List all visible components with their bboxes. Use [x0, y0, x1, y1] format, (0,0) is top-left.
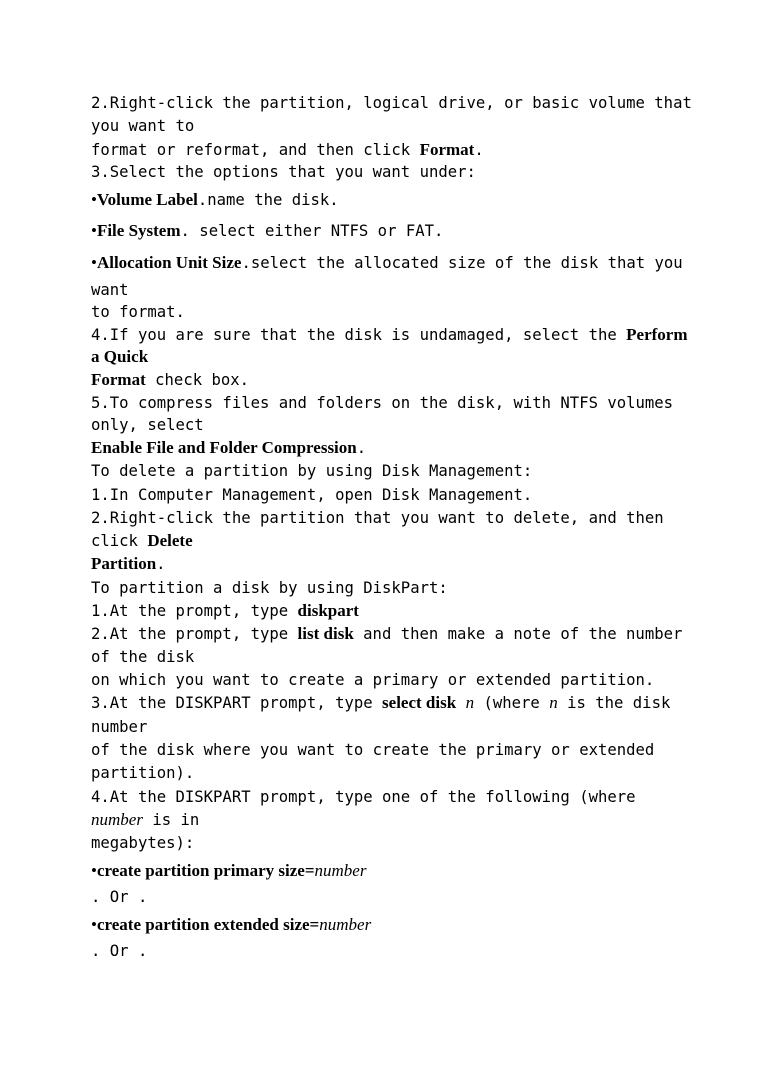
- text-run: 4.If you are sure that the disk is undamaged, select the: [91, 326, 627, 344]
- text-line: [91, 763, 194, 783]
- text-line: [91, 810, 199, 830]
- text-run: number: [319, 915, 372, 934]
- text-line: [91, 116, 194, 136]
- text-run: create partition extended size=: [96, 915, 320, 934]
- text-run: and then make a note of the number: [353, 625, 683, 643]
- text-line: [91, 140, 484, 160]
- text-run: 4.At the DISKPART prompt, type one of the following (where: [91, 788, 636, 806]
- text-run: .: [156, 555, 166, 573]
- text-run: 1.In Computer Management, open Disk Management.: [91, 486, 533, 504]
- text-line: [91, 302, 185, 322]
- text-line: [91, 370, 249, 390]
- text-run: create partition primary size=: [96, 861, 315, 880]
- text-run: format or reformat, and then click: [91, 141, 420, 159]
- text-run: 2.Right-click the partition that you want to delete, and then: [91, 509, 664, 527]
- bullet-glyph: •: [91, 221, 97, 240]
- text-run: is in: [142, 811, 200, 829]
- text-run: Format: [419, 140, 475, 159]
- text-run: 5.To compress files and folders on the disk, with NTFS volumes: [91, 394, 674, 412]
- text-run: diskpart: [297, 601, 359, 620]
- text-run: . select either NTFS or FAT.: [180, 222, 444, 240]
- text-run: select disk: [382, 693, 457, 712]
- text-line: [91, 325, 687, 345]
- text-run: 3.At the DISKPART prompt, type: [91, 694, 383, 712]
- text-run: (where: [474, 694, 550, 712]
- text-run: number: [314, 861, 367, 880]
- text-run: Allocation Unit Size: [96, 253, 242, 272]
- text-run: File System: [96, 221, 181, 240]
- text-run: .name the disk.: [197, 191, 339, 209]
- text-line: [91, 915, 371, 935]
- text-line: [91, 438, 366, 458]
- text-line: [91, 93, 692, 113]
- text-run: partition).: [91, 764, 195, 782]
- text-run: 2.Right-click the partition, logical drive, or basic volume that: [91, 94, 692, 112]
- text-run: number: [91, 810, 143, 829]
- text-line: [91, 190, 339, 210]
- text-run: .select the allocated size of the disk that you: [241, 254, 683, 272]
- text-run: n: [549, 693, 558, 712]
- text-run: only, select: [91, 416, 204, 434]
- text-run: [456, 694, 465, 712]
- text-run: a Quick: [91, 347, 149, 366]
- text-run: Perform: [626, 325, 688, 344]
- bullet-glyph: •: [91, 190, 97, 209]
- text-run: 2.At the prompt, type: [91, 625, 298, 643]
- text-run: megabytes):: [91, 834, 195, 852]
- bullet-glyph: •: [91, 253, 97, 272]
- text-line: [91, 461, 532, 481]
- text-run: to format.: [91, 303, 185, 321]
- text-line: [91, 833, 194, 853]
- text-run: Partition: [91, 554, 157, 573]
- text-line: [91, 578, 448, 598]
- text-run: .: [356, 439, 367, 457]
- text-run: Delete: [147, 531, 193, 550]
- text-run: 3.Select the options that you want under:: [91, 163, 476, 181]
- text-run: of the disk where you want to create the primary or extended: [91, 741, 655, 759]
- text-run: click: [91, 532, 148, 550]
- text-line: [91, 624, 682, 644]
- text-line: [91, 415, 204, 435]
- text-line: [91, 253, 683, 273]
- text-run: you want to: [91, 117, 195, 135]
- bullet-glyph: •: [91, 861, 97, 880]
- text-line: [91, 861, 366, 881]
- text-run: .: [474, 141, 484, 159]
- text-run: To partition a disk by using DiskPart:: [91, 579, 448, 597]
- text-line: [91, 485, 532, 505]
- text-line: [91, 531, 193, 551]
- text-run: . Or .: [91, 942, 148, 960]
- text-line: [91, 670, 654, 690]
- text-line: [91, 887, 147, 907]
- text-run: Format: [91, 370, 146, 389]
- text-run: on which you want to create a primary or extended partition.: [91, 671, 655, 689]
- text-line: [91, 787, 636, 807]
- text-line: [91, 393, 673, 413]
- text-line: [91, 508, 664, 528]
- text-run: want: [91, 281, 129, 299]
- text-run: . Or .: [91, 888, 148, 906]
- text-line: [91, 601, 359, 621]
- text-line: [91, 162, 476, 182]
- text-line: [91, 647, 194, 667]
- text-run: n: [465, 693, 475, 712]
- text-run: Enable File and Folder Compression: [91, 438, 357, 457]
- text-run: To delete a partition by using Disk Management:: [91, 462, 533, 480]
- text-run: of the disk: [91, 648, 195, 666]
- text-run: is the disk: [557, 694, 671, 712]
- text-line: [91, 554, 166, 574]
- text-line: [91, 717, 147, 737]
- text-line: [91, 221, 443, 241]
- text-run: number: [91, 718, 148, 736]
- text-line: [91, 740, 654, 760]
- text-line: [91, 941, 147, 961]
- text-run: 1.At the prompt, type: [91, 602, 298, 620]
- text-run: check box.: [145, 371, 250, 389]
- text-line: [91, 280, 129, 300]
- bullet-glyph: •: [91, 915, 97, 934]
- text-run: Volume Label: [96, 190, 198, 209]
- text-line: [91, 693, 670, 713]
- text-run: list disk: [297, 624, 354, 643]
- text-line: [91, 347, 148, 367]
